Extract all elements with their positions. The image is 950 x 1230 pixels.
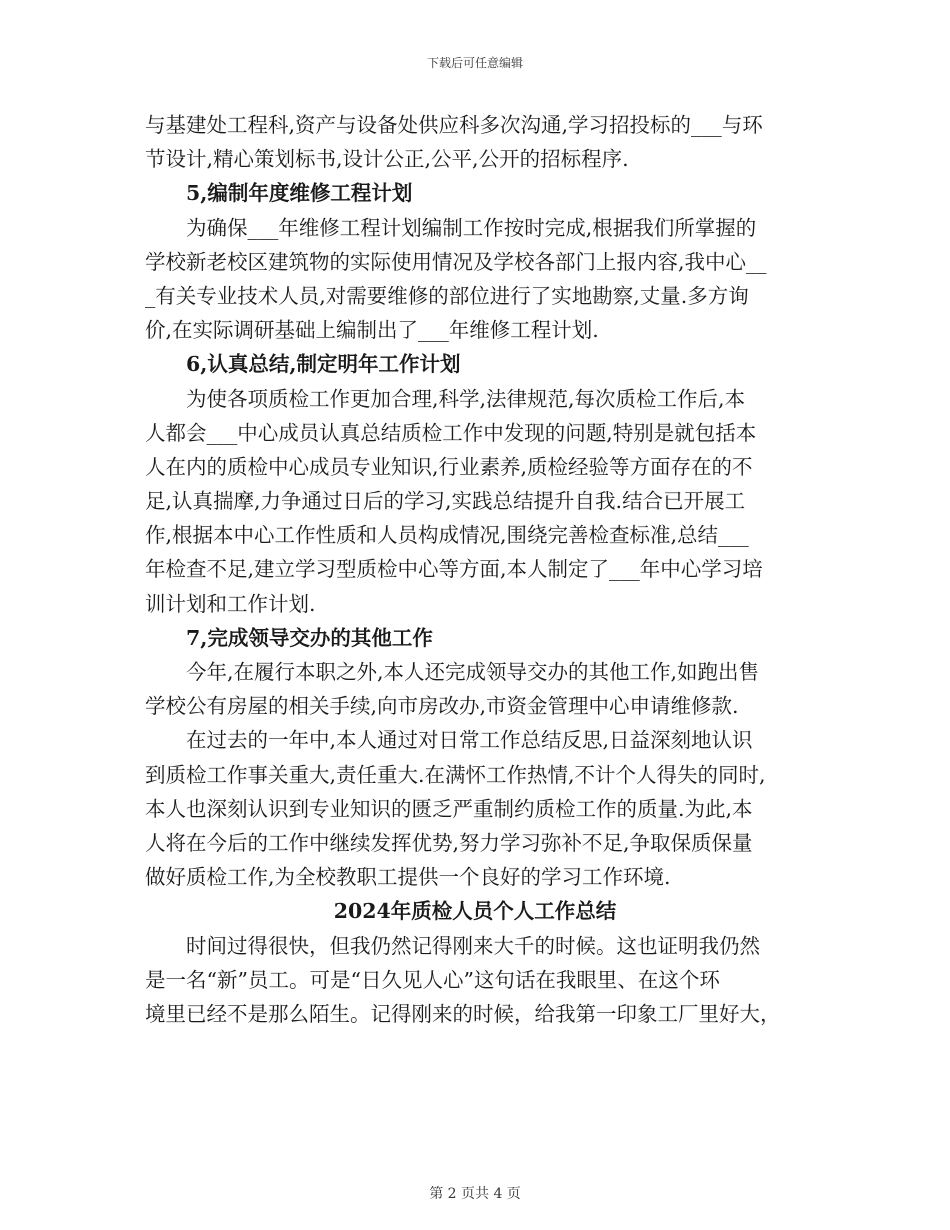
paragraph-line: 价,在实际调研基础上编制出了___年维修工程计划. [145, 318, 599, 343]
paragraph-line: 人将在今后的工作中继续发挥优势,努力学习弥补不足,争取保质保量 [145, 830, 753, 855]
paragraph-line: 学校新老校区建筑物的实际使用情况及学校各部门上报内容,我中心__ [145, 249, 767, 274]
page-footer: 第 2 页共 4 页 [429, 1186, 521, 1202]
paragraph-line: 学校公有房屋的相关手续,向市房改办,市资金管理中心申请维修款. [145, 694, 739, 719]
paragraph-first-line: 在过去的一年中,本人通过对日常工作总结反思,日益深刻地认识 [186, 728, 753, 753]
paragraph-line: _有关专业技术人员,对需要维修的部位进行了实地勘察,丈量.多方询 [145, 283, 749, 308]
page-header: 下载后可任意编辑 [426, 56, 523, 70]
section-heading: 7,完成领导交办的其他工作 [186, 625, 433, 650]
document-body [145, 108, 805, 1031]
paragraph-line: 训计划和工作计划. [145, 591, 316, 616]
paragraph-first-line: 为使各项质检工作更加合理,科学,法律规范,每次质检工作后,本 [186, 386, 746, 411]
document-title: 2024年质检人员个人工作总结 [333, 899, 617, 924]
section-heading: 6,认真总结,制定明年工作计划 [186, 352, 461, 377]
paragraph-line: 做好质检工作,为全校教职工提供一个良好的学习工作环境. [145, 865, 671, 890]
paragraph-line: 境里已经不是那么陌生。记得刚来的时候，给我第一印象工厂里好大， [145, 1001, 781, 1026]
paragraph-line: 人在内的质检中心成员专业知识,行业素养,质检经验等方面存在的不 [145, 454, 753, 479]
paragraph-line: 是一名“新”员工。可是“日久见人心”这句话在我眼里、在这个环 [145, 967, 720, 992]
paragraph-line: 作,根据本中心工作性质和人员构成情况,围绕完善检查标准,总结___ [145, 523, 749, 548]
paragraph-line: 到质检工作事关重大,责任重大.在满怀工作热情,不计个人得失的同时, [145, 762, 766, 787]
section-heading: 5,编制年度维修工程计划 [186, 181, 413, 206]
paragraph-line: 年检查不足,建立学习型质检中心等方面,本人制定了___年中心学习培 [145, 557, 763, 582]
paragraph-line: 节设计,精心策划标书,设计公正,公平,公开的招标程序. [145, 147, 629, 172]
paragraph-line: 与基建处工程科,资产与设备处供应科多次沟通,学习招投标的___与环 [145, 113, 763, 137]
paragraph-line: 人都会___中心成员认真总结质检工作中发现的问题,特别是就包括本 [145, 420, 757, 445]
paragraph-line: 本人也深刻认识到专业知识的匮乏严重制约质检工作的质量.为此,本 [145, 796, 753, 821]
paragraph-line: 足,认真揣摩,力争通过日后的学习,实践总结提升自我.结合已开展工 [145, 489, 746, 514]
paragraph-first-line: 今年,在履行本职之外,本人还完成领导交办的其他工作,如跑出售 [186, 660, 760, 684]
paragraph-first-line: 为确保___年维修工程计划编制工作按时完成,根据我们所掌握的 [186, 215, 757, 240]
paragraph-first-line: 时间过得很快，但我仍然记得刚来大千的时候。这也证明我仍然 [186, 933, 760, 958]
